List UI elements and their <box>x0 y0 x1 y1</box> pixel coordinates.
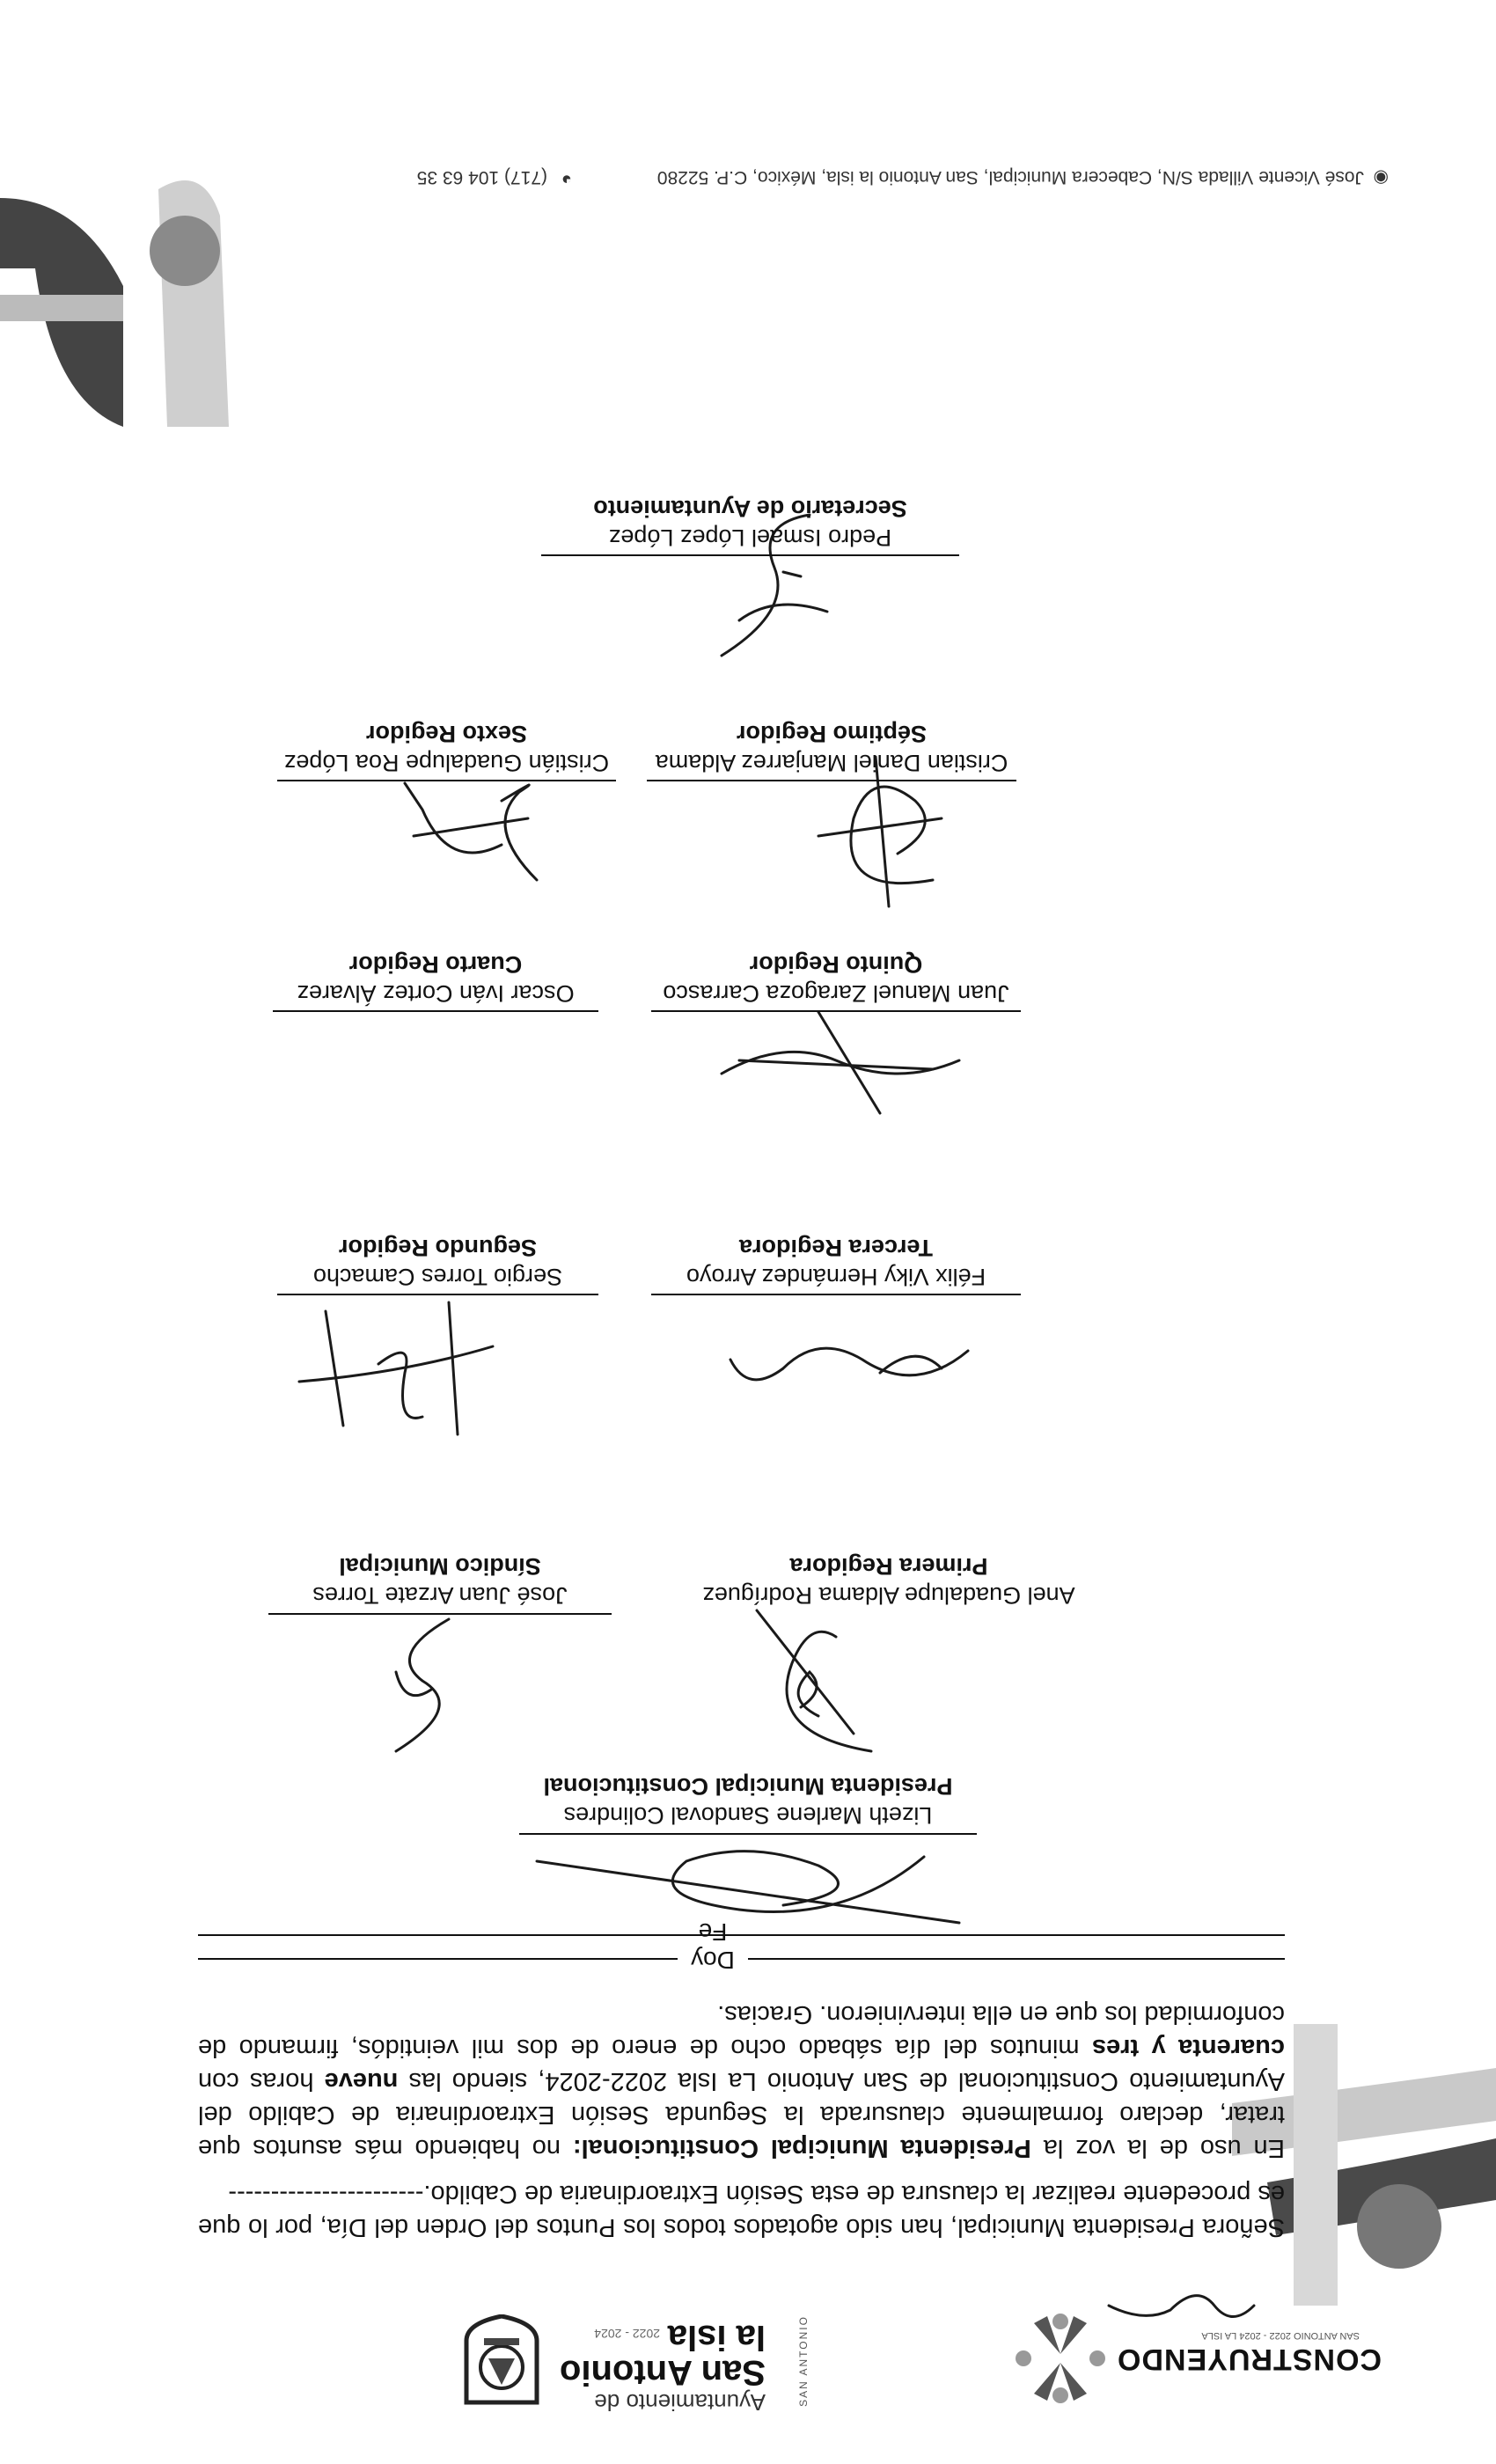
signature-line-septimo <box>647 780 1016 781</box>
signature-line-segundo <box>277 1294 598 1295</box>
quinto-title: Quinto Regidor <box>749 951 923 978</box>
tercera-title: Tercera Regidora <box>738 1235 934 1261</box>
paragraph-closing-declaration <box>198 1998 1285 2165</box>
cuarto-name: Oscar Iván Cortez Álvarez <box>297 980 575 1007</box>
construyendo-emblem <box>1008 2306 1113 2411</box>
doy-fe-label: Doy Fe <box>678 1918 748 1974</box>
campaign-tagline: SAN ANTONIO 2022 - 2024 LA ISLA <box>1201 2330 1360 2341</box>
signature-line-sindico <box>268 1613 612 1615</box>
signature-presidenta <box>519 1835 977 1940</box>
municipality-name-1: San Antonio <box>559 2353 766 2392</box>
location-icon: ◉ <box>1373 168 1389 187</box>
signature-line-secretario <box>541 554 959 556</box>
p2-mid-1: no habiendo más asuntos que tratar, declaro formalmente clausurada la Segunda Sesión Extraordinaria de Cabildo del Ayuntamiento Constitucional de San Antonio La Isla 2022-2024, siendo las <box>198 2067 1285 2162</box>
p2-bold-hour: nueve <box>324 2067 399 2095</box>
footer-address: José Vicente Villada S/N, Cabecera Municipal, San Antonio la isla, México, C.P. 52280 <box>656 167 1364 187</box>
municipality-period: 2022 - 2024 <box>594 2327 660 2341</box>
p2-end: minutos del día sábado ocho de enero de dos mil veintidós, firmando de conformidad los que en ella intervinieron. Gracias. <box>198 2000 1285 2062</box>
signature-sexto <box>396 766 554 898</box>
phone-icon: ◕ <box>561 170 572 189</box>
municipality-prefix: Ayuntamiento de <box>594 2389 766 2416</box>
campaign-word: CONSTRUYENDO <box>1116 2343 1382 2376</box>
secretario-name: Pedro Ismael López López <box>608 524 892 551</box>
signature-line-sexto <box>277 780 616 781</box>
signature-line-quinto <box>651 1010 1021 1012</box>
signature-sindico <box>361 1610 484 1760</box>
primera-name-label: Anel Guadalupe Aldama Rodríguez <box>702 1582 1075 1609</box>
footer-phone: (717) 104 63 35 <box>416 167 547 187</box>
sindico-title: Síndico Municipal <box>339 1553 541 1580</box>
p2-intro: En uso de la voz la <box>1030 2134 1285 2162</box>
septimo-name: Cristian Daniel Manjarrez Aldama <box>655 750 1008 776</box>
primera-title: Primera Regidora <box>789 1553 988 1580</box>
segundo-name: Sergio Torres Camacho <box>312 1264 563 1290</box>
tercera-name: Félix Viky Hernández Arroyo <box>686 1264 986 1290</box>
signature-line-cuarto <box>273 1010 598 1012</box>
signature-quinto <box>713 1008 968 1122</box>
p2-mid-2: horas con <box>198 2067 325 2095</box>
sexto-name: Cristián Guadalupe Roa López <box>283 750 610 776</box>
signature-segundo <box>282 1294 510 1452</box>
sexto-title: Sexto Regidor <box>365 721 528 747</box>
doy-fe-rule-left <box>748 1958 1285 1960</box>
doy-fe-rule-right <box>198 1958 678 1960</box>
signature-tercera <box>722 1324 977 1421</box>
signature-line-presidenta <box>519 1833 977 1835</box>
segundo-title: Segundo Regidor <box>339 1235 537 1261</box>
p2-bold-presidenta: Presidenta Municipal Constitucional: <box>572 2134 1031 2162</box>
secretario-title: Secretario de Ayuntamiento <box>593 495 907 522</box>
municipal-logo <box>453 2314 550 2411</box>
presidenta-title: Presidenta Municipal Constitucional <box>543 1773 953 1800</box>
decorative-shape-bottom <box>0 136 255 427</box>
signature-line-tercera <box>651 1294 1021 1295</box>
p2-bold-minutes: cuarenta y tres <box>1091 2034 1285 2062</box>
septimo-title: Séptimo Regidor <box>737 721 928 747</box>
quinto-name: Juan Manuel Zaragoza Carrasco <box>663 980 1009 1007</box>
cuarto-title: Cuarto Regidor <box>348 951 523 978</box>
sindico-name: José Juan Arzate Torres <box>312 1582 568 1609</box>
signature-primera <box>739 1602 889 1769</box>
paragraph-closing-request: Señora Presidenta Municipal, han sido agotados todos los Puntos del Orden del Día, por lo que es procedente realizar la clausura de esta Sesión Extraordinaria de Cabildo.----------------------- <box>198 2180 1285 2241</box>
header-vertical-text: SAN ANTONIO <box>797 2315 810 2407</box>
municipality-name-2: la isla <box>667 2318 766 2357</box>
presidenta-name: Lizeth Marlene Sandoval Colindres <box>563 1802 933 1829</box>
